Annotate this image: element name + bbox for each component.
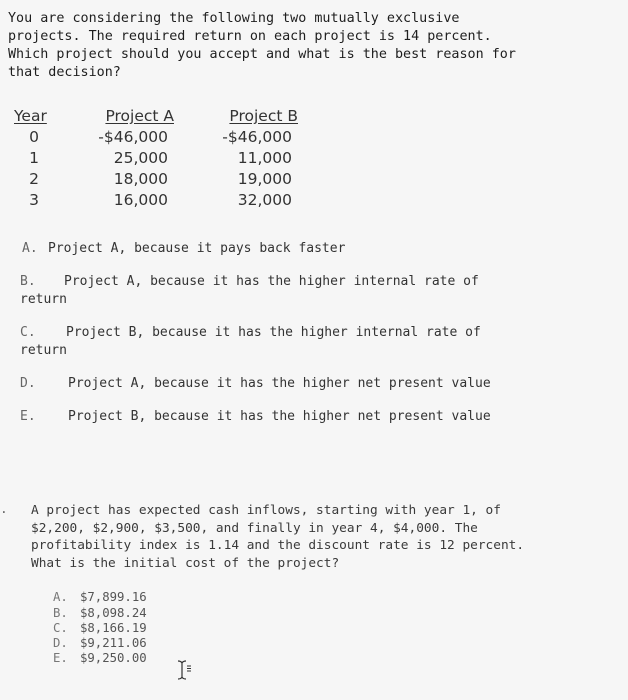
table-row	[14, 169, 304, 190]
option-a[interactable]	[22, 240, 345, 258]
option-text-continued: return	[20, 292, 67, 307]
option-text: Project B, because it has the higher internal rate of	[66, 325, 481, 340]
header-project-a: Project A	[105, 107, 174, 125]
header-project-b: Project B	[229, 107, 298, 125]
answer-b[interactable]	[53, 606, 147, 622]
option-text: Project A, because it pays back faster	[48, 241, 346, 256]
project-b-cell: -$46,000	[222, 128, 292, 146]
option-letter: A.	[22, 241, 38, 256]
option-text: Project A, because it has the higher net present value	[68, 376, 491, 391]
option-c[interactable]	[20, 324, 481, 360]
answer-c[interactable]	[53, 621, 147, 637]
project-a-cell: 25,000	[113, 149, 168, 167]
project-b-cell: 32,000	[237, 191, 292, 209]
answer-letter: C.	[53, 621, 68, 635]
year-cell: 2	[29, 170, 39, 188]
answer-value: $8,166.19	[80, 621, 147, 635]
answer-d[interactable]	[53, 636, 147, 652]
project-a-cell: 18,000	[113, 170, 168, 188]
answer-letter: D.	[53, 636, 68, 650]
option-letter: E.	[20, 409, 36, 424]
option-letter: C.	[20, 325, 36, 340]
answer-value: $8,098.24	[80, 606, 147, 620]
table-header-row	[14, 106, 304, 127]
year-cell: 0	[29, 128, 39, 146]
year-cell: 1	[29, 149, 39, 167]
project-a-cell: 16,000	[113, 191, 168, 209]
table-row	[14, 148, 304, 169]
answer-e[interactable]	[53, 651, 147, 667]
year-cell: 3	[29, 191, 39, 209]
answer-letter: A.	[53, 590, 68, 604]
project-a-cell: -$46,000	[98, 128, 168, 146]
option-b[interactable]	[20, 273, 479, 309]
question-2-text: A project has expected cash inflows, starting with year 1, of $2,200, $2,900, $3,500, and finally in year 4, $4,000. The profitability index is 1.14 and the discount rate is 12 percent. What is the initial cost of the project?	[31, 503, 525, 571]
option-d[interactable]	[20, 375, 491, 393]
option-e[interactable]	[20, 408, 491, 426]
option-letter: B.	[20, 274, 36, 289]
table-row	[14, 190, 304, 211]
option-text-continued: return	[20, 343, 67, 358]
answer-value: $7,899.16	[80, 590, 147, 604]
option-letter: D.	[20, 376, 36, 391]
question-1-text: You are considering the following two mutually exclusive projects. The required return on each project is 14 percent. Which project should you accept and what is the best reason for that decision?	[8, 11, 516, 80]
answer-letter: B.	[53, 606, 68, 620]
answer-value: $9,250.00	[80, 651, 147, 665]
cash-flow-table	[14, 106, 304, 211]
option-text: Project B, because it has the higher net present value	[68, 409, 491, 424]
table-row	[14, 127, 304, 148]
answer-value: $9,211.06	[80, 636, 147, 650]
project-b-cell: 11,000	[237, 149, 292, 167]
text-cursor-icon	[176, 659, 190, 679]
question-2-number: .	[0, 502, 8, 517]
header-year: Year	[14, 107, 47, 125]
answer-letter: E.	[53, 651, 68, 665]
answer-a[interactable]	[53, 590, 147, 606]
option-text: Project A, because it has the higher internal rate of	[64, 274, 479, 289]
project-b-cell: 19,000	[237, 170, 292, 188]
